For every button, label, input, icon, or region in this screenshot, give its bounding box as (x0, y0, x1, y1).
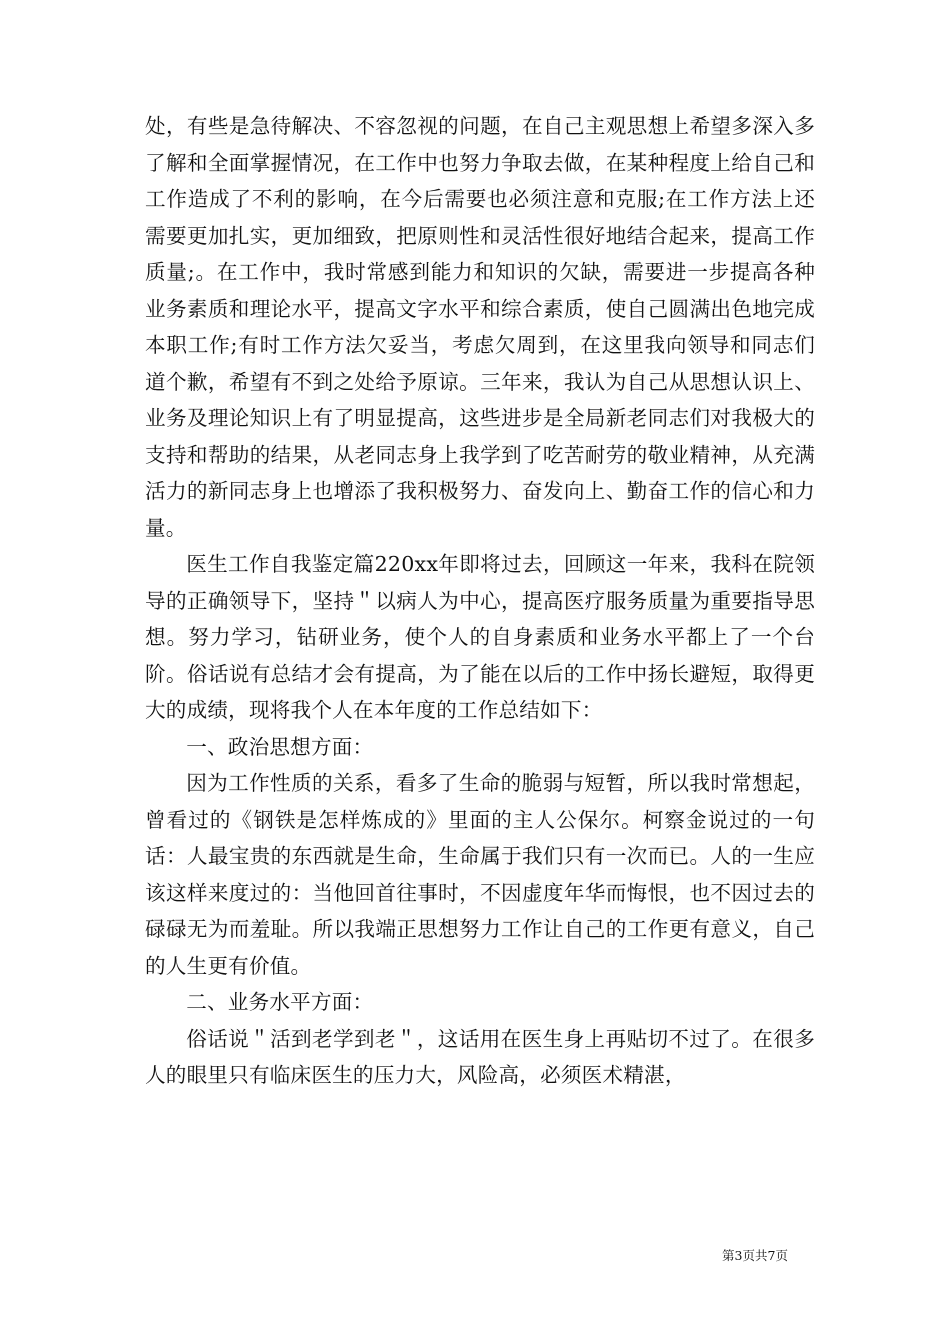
section-heading-professional: 二、业务水平方面： (186, 990, 374, 1014)
section-heading-political: 一、政治思想方面： (186, 734, 374, 759)
page-number: 第3页共7页 (722, 1248, 788, 1263)
paragraph-continuation: 处，有些是急待解决、不容忽视的问题，在自己主观思想上希望多深入多了解和全面掌握情况，在工作中也努力争取去做，在某种程度上给自己和工作造成了不利的影响，在今后需要也必须注意和克服;在工作方法上还需要更加扎实，更加细致，把原则性和灵活性很好地结合起来，提高工作质量;。在工作中，我时常感到能力和知识的欠缺，需要进一步提高各种业务素质和理论水平，提高文字水平和综合素质，使自己圆满出色地完成本职工作;有时工作方法欠妥当，考虑欠周到，在这里我向领导和同志们道个歉，希望有不到之处给予原谅。三年来，我认为自己从思想认识上、业务及理论知识上有了明显提高，这些进步是全局新老同志们对我极大的支持和帮助的结果，从老同志身上我学到了吃苦耐劳的敬业精神，从充满活力的新同志身上也增添了我积极努力、奋发向上、勤奋工作的信心和力量。 (145, 114, 815, 540)
paragraph-intro: 医生工作自我鉴定篇220xx年即将过去，回顾这一年来，我科在院领导的正确领导下，坚持＂以病人为中心，提高医疗服务质量为重要指导思想。努力学习，钻研业务，使个人的自身素质和业务水平都上了一个台阶。俗话说有总结才会有提高，为了能在以后的工作中扬长避短，取得更大的成绩，现将我个人在本年度的工作总结如下： (145, 552, 815, 722)
document-body (145, 108, 815, 1094)
paragraph-political: 因为工作性质的关系，看多了生命的脆弱与短暂，所以我时常想起，曾看过的《钢铁是怎样炼成的》里面的主人公保尔。柯察金说过的一句话：人最宝贵的东西就是生命，生命属于我们只有一次而已。人的一生应该这样来度过的：当他回首往事时，不因虚度年华而悔恨，也不因过去的碌碌无为而羞耻。所以我端正思想努力工作让自己的工作更有意义，自己的人生更有价值。 (145, 771, 815, 978)
paragraph-professional: 俗话说＂活到老学到老＂，这话用在医生身上再贴切不过了。在很多人的眼里只有临床医生的压力大，风险高，必须医术精湛， (145, 1026, 815, 1087)
